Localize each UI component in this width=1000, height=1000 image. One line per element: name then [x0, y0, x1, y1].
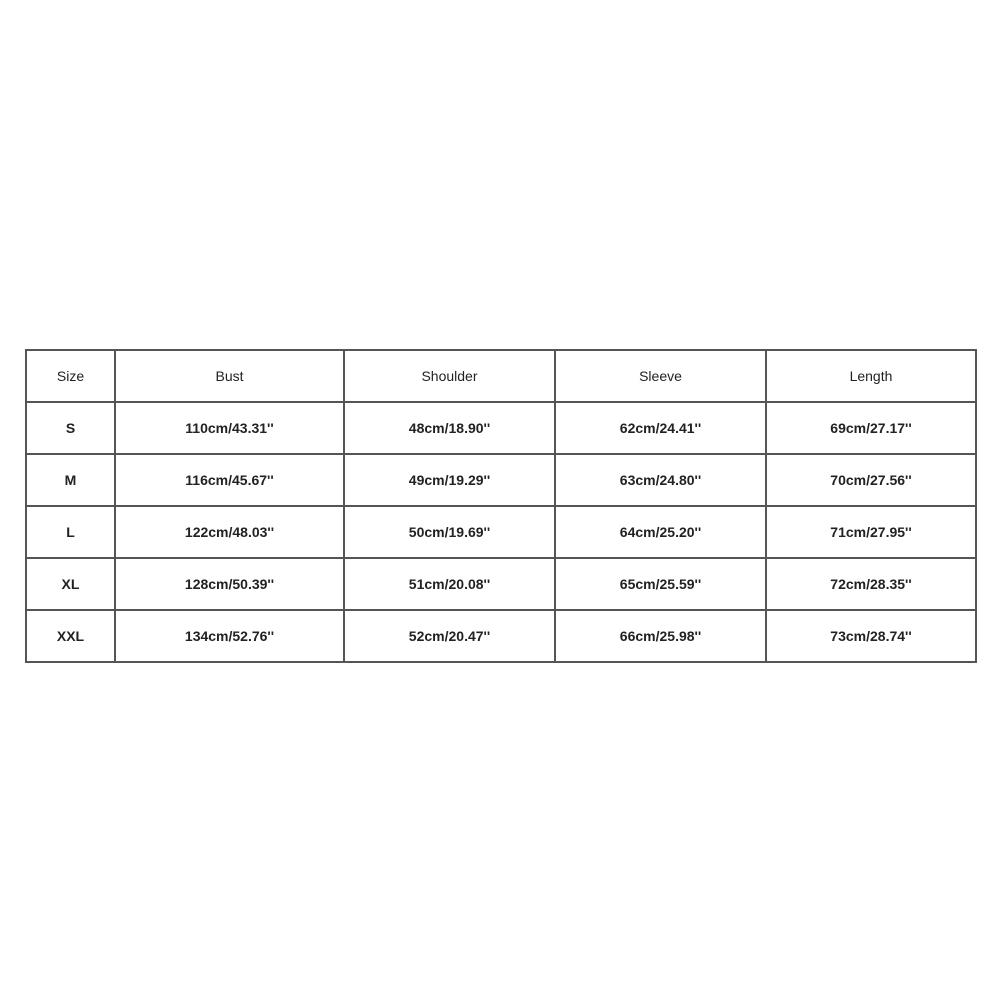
length-cell: 71cm/27.95'' — [766, 506, 976, 558]
length-cell: 72cm/28.35'' — [766, 558, 976, 610]
sleeve-cell: 65cm/25.59'' — [555, 558, 766, 610]
size-cell: S — [26, 402, 115, 454]
table-row — [26, 558, 976, 610]
header-size: Size — [26, 350, 115, 402]
shoulder-cell: 50cm/19.69'' — [344, 506, 555, 558]
table-row — [26, 402, 976, 454]
size-cell: M — [26, 454, 115, 506]
table-row — [26, 610, 976, 662]
sleeve-cell: 66cm/25.98'' — [555, 610, 766, 662]
shoulder-cell: 49cm/19.29'' — [344, 454, 555, 506]
header-sleeve: Sleeve — [555, 350, 766, 402]
size-cell: XXL — [26, 610, 115, 662]
bust-cell: 134cm/52.76'' — [115, 610, 344, 662]
sleeve-cell: 64cm/25.20'' — [555, 506, 766, 558]
bust-cell: 116cm/45.67'' — [115, 454, 344, 506]
size-cell: XL — [26, 558, 115, 610]
shoulder-cell: 48cm/18.90'' — [344, 402, 555, 454]
shoulder-cell: 52cm/20.47'' — [344, 610, 555, 662]
size-chart-table — [25, 349, 977, 663]
bust-cell: 110cm/43.31'' — [115, 402, 344, 454]
length-cell: 69cm/27.17'' — [766, 402, 976, 454]
header-bust: Bust — [115, 350, 344, 402]
table-row — [26, 454, 976, 506]
shoulder-cell: 51cm/20.08'' — [344, 558, 555, 610]
table-row — [26, 506, 976, 558]
length-cell: 70cm/27.56'' — [766, 454, 976, 506]
sleeve-cell: 63cm/24.80'' — [555, 454, 766, 506]
header-row — [26, 350, 976, 402]
header-length: Length — [766, 350, 976, 402]
size-cell: L — [26, 506, 115, 558]
header-shoulder: Shoulder — [344, 350, 555, 402]
length-cell: 73cm/28.74'' — [766, 610, 976, 662]
bust-cell: 128cm/50.39'' — [115, 558, 344, 610]
sleeve-cell: 62cm/24.41'' — [555, 402, 766, 454]
bust-cell: 122cm/48.03'' — [115, 506, 344, 558]
